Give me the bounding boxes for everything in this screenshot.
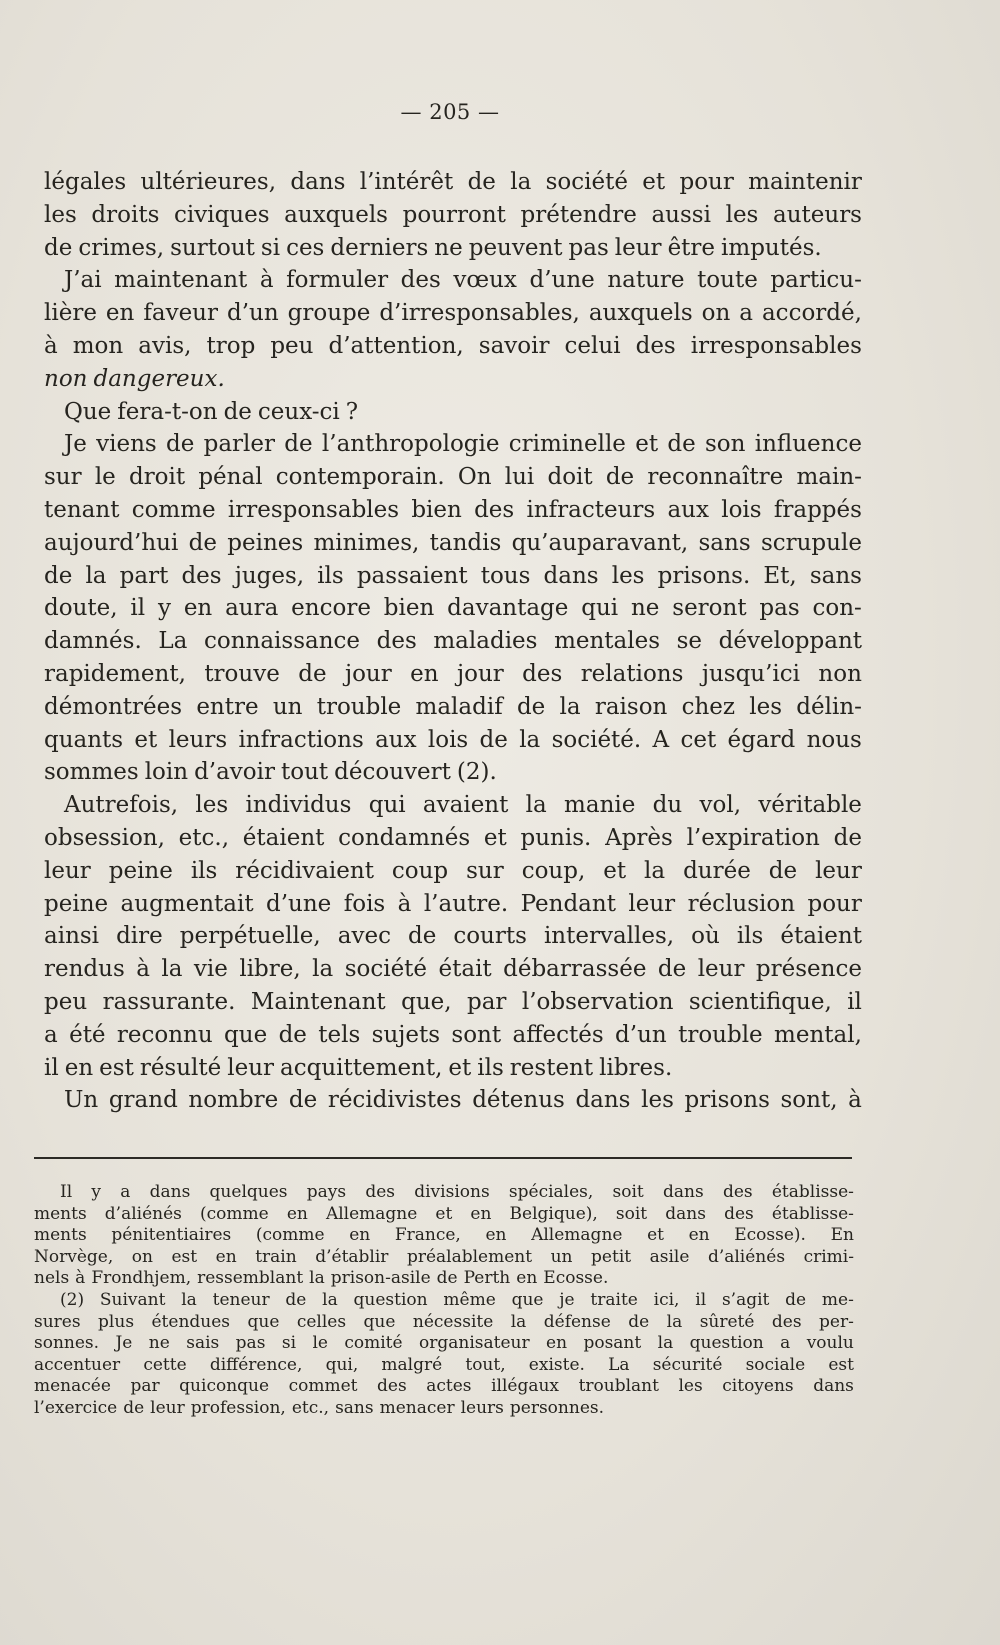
text-line: sommes loin d’avoir tout découvert (2).	[44, 759, 497, 786]
text-line: leur peine ils récidivaient coup sur coup, et la durée de leur	[44, 857, 862, 884]
footnote	[34, 1290, 854, 1420]
text-line: ainsi dire perpétuelle, avec de courts intervalles, où ils étaient	[44, 923, 862, 950]
text-line: Norvège, on est en train d’établir préalablement un petit asile d’aliénés crimi-	[34, 1246, 854, 1267]
text-line: ments d’aliénés (comme en Allemagne et en Belgique), soit dans des établisse-	[34, 1203, 854, 1224]
text-line: de la part des juges, ils passaient tous dans les prisons. Et, sans	[44, 562, 862, 589]
text-line: à mon avis, trop peu d’attention, savoir celui des irresponsables	[44, 332, 862, 359]
text-line: obsession, etc., étaient condamnés et punis. Après l’expiration de	[44, 824, 862, 851]
text-line: peu rassurante. Maintenant que, par l’observation scientifique, il	[44, 988, 862, 1015]
text-line: sonnes. Je ne sais pas si le comité organisateur en posant la question a voulu	[34, 1333, 854, 1354]
text-line: non dangereux.	[44, 365, 225, 392]
text-line: il en est résulté leur acquittement, et ils restent libres.	[44, 1054, 673, 1081]
paragraph	[44, 789, 862, 1084]
footnote	[34, 1182, 854, 1290]
paragraph	[44, 264, 862, 395]
text-line: tenant comme irresponsables bien des infracteurs aux lois frappés	[44, 496, 862, 523]
text-line: doute, il y en aura encore bien davantage qui ne seront pas con-	[44, 595, 862, 622]
text-line: l’exercice de leur profession, etc., sans menacer leurs personnes.	[34, 1397, 605, 1418]
text-line: lière en faveur d’un groupe d’irresponsables, auxquels on a accordé,	[44, 300, 862, 327]
footnotes	[34, 1182, 854, 1420]
text-line: Je viens de parler de l’anthropologie criminelle et de son influence	[64, 431, 862, 458]
text-line: ments pénitentiaires (comme en France, en Allemagne et en Ecosse). En	[34, 1225, 854, 1246]
text-line: rendus à la vie libre, la société était débarrassée de leur présence	[44, 956, 862, 983]
paragraph	[44, 1084, 862, 1117]
text-line: de crimes, surtout si ces derniers ne peuvent pas leur être imputés.	[44, 234, 822, 261]
text-line: nels à Frondhjem, ressemblant la prison-asile de Perth en Ecosse.	[34, 1268, 609, 1289]
text-line: Autrefois, les individus qui avaient la manie du vol, véritable	[64, 792, 862, 819]
text-line: Que fera-t-on de ceux-ci ?	[64, 398, 359, 425]
text-line: J’ai maintenant à formuler des vœux d’une nature toute particu-	[64, 267, 862, 294]
text-line: démontrées entre un trouble maladif de la raison chez les délin-	[44, 693, 862, 720]
text-line: menacée par quiconque commet des actes illégaux troublant les citoyens dans	[34, 1376, 854, 1397]
text-line: (2) Suivant la teneur de la question même que je traite ici, il s’agit de me-	[60, 1289, 854, 1310]
text-line: rapidement, trouve de jour en jour des relations jusqu’ici non	[44, 660, 862, 687]
text-line: sur le droit pénal contemporain. On lui doit de reconnaître main-	[44, 464, 862, 491]
text-line: aujourd’hui de peines minimes, tandis qu’auparavant, sans scrupule	[44, 529, 862, 556]
footnote-divider	[34, 1157, 852, 1159]
text-line: a été reconnu que de tels sujets sont affectés d’un trouble mental,	[44, 1021, 862, 1048]
text-line: peine augmentait d’une fois à l’autre. Pendant leur réclusion pour	[44, 890, 862, 917]
text-line: damnés. La connaissance des maladies mentales se développant	[44, 628, 862, 655]
text-line: Un grand nombre de récidivistes détenus dans les prisons sont, à	[64, 1087, 862, 1114]
text-line: légales ultérieures, dans l’intérêt de la société et pour maintenir	[44, 169, 862, 195]
paragraph	[44, 396, 862, 429]
text-line: quants et leurs infractions aux lois de la société. A cet égard nous	[44, 726, 862, 753]
page-number: — 205 —	[400, 100, 500, 124]
text-line: sures plus étendues que celles que nécessite la défense de la sûreté des per-	[34, 1311, 854, 1332]
paragraph	[44, 166, 862, 264]
text-line: accentuer cette différence, qui, malgré tout, existe. La sécurité sociale est	[34, 1354, 854, 1375]
text-line: Il y a dans quelques pays des divisions spéciales, soit dans des établisse-	[60, 1182, 854, 1202]
paragraph	[44, 428, 862, 789]
body-text	[44, 166, 862, 1117]
text-line: les droits civiques auxquels pourront prétendre aussi les auteurs	[44, 201, 862, 228]
